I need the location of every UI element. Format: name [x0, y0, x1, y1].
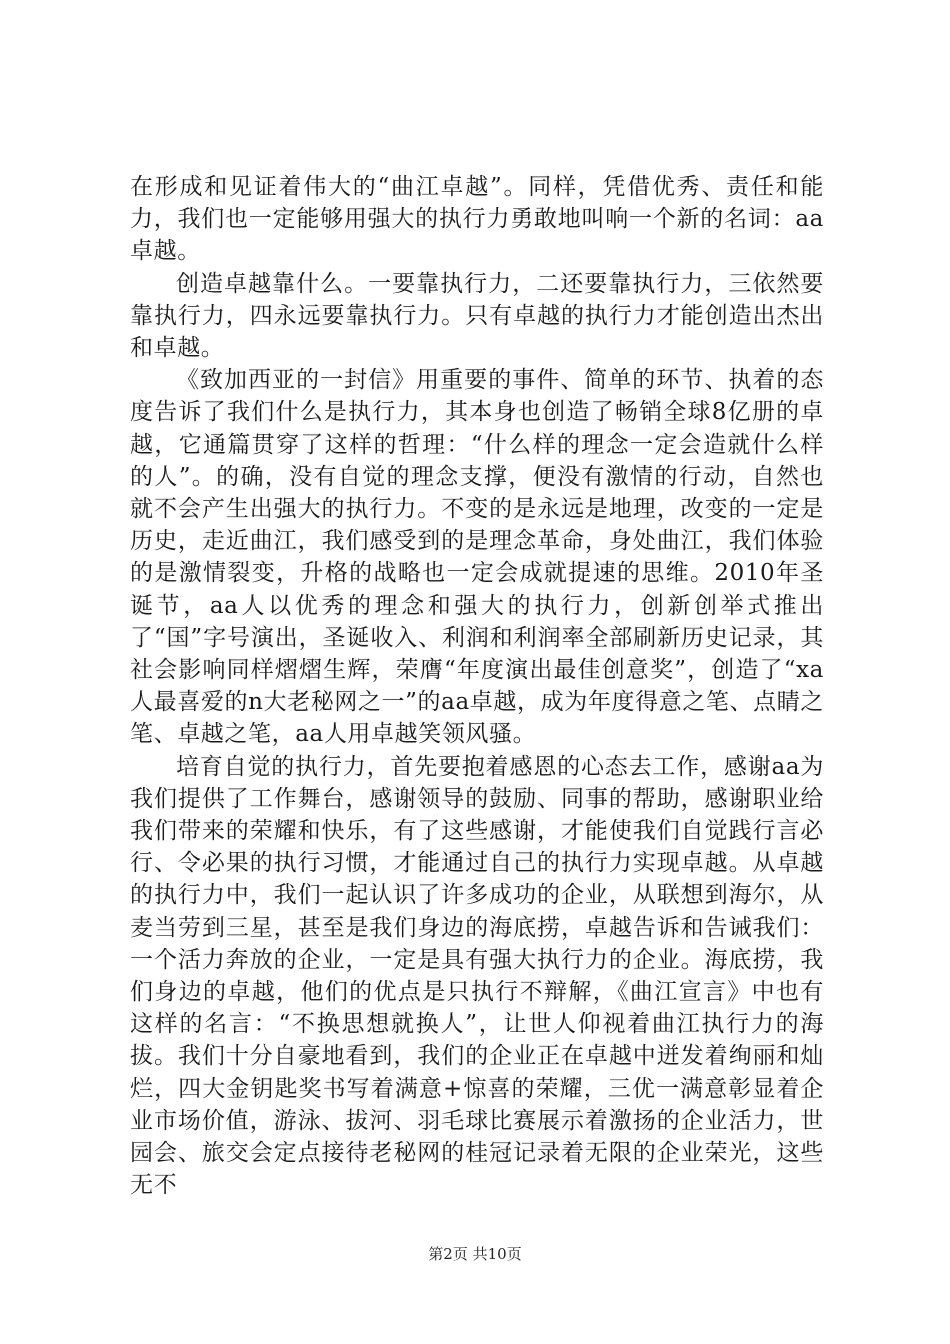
- page-number-footer: 第2页 共10页: [428, 1245, 522, 1263]
- paragraph-2: 创造卓越靠什么。一要靠执行力，二还要靠执行力，三依然要靠执行力，四永远要靠执行力。只有卓越的执行力才能创造出杰出和卓越。: [130, 270, 824, 362]
- paragraph-1: 在形成和见证着伟大的“曲江卓越”。同样，凭借优秀、责任和能力，我们也一定能够用强大的执行力勇敢地叫响一个新的名词：aa卓越。: [130, 174, 824, 265]
- paragraph-3: 《致加西亚的一封信》用重要的事件、简单的环节、执着的态度告诉了我们什么是执行力，其本身也创造了畅销全球8亿册的卓越，它通篇贯穿了这样的哲理：“什么样的理念一定会造就什么样的人”。的确，没有自觉的理念支撑，便没有激情的行动，自然也就不会产生出强大的执行力。不变的是永远是地理，改变的一定是历史，走近曲江，我们感受到的是理念革命，身处曲江，我们体验的是激情裂变，升格的战略也一定会成就提速的思维。2010年圣诞节，aa人以优秀的理念和强大的执行力，创新创举式推出了“国”字号演出，圣诞收入、利润和利润率全部刷新历史记录，其社会影响同样熠熠生辉，荣膺“年度演出最佳创意奖”，创造了“xa人最喜爱的n大老秘网之一”的aa卓越，成为年度得意之笔、点睛之笔、卓越之笔，aa人用卓越笑领风骚。: [130, 367, 824, 748]
- document-body: [130, 171, 824, 1202]
- paragraph-4: 培育自觉的执行力，首先要抱着感恩的心态去工作，感谢aa为我们提供了工作舞台，感谢领导的鼓励、同事的帮助，感谢职业给我们带来的荣耀和快乐，有了这些感谢，才能使我们自觉践行言必行、令必果的执行习惯，才能通过自己的执行力实现卓越。从卓越的执行力中，我们一起认识了许多成功的企业，从联想到海尔，从麦当劳到三星，甚至是我们身边的海底捞，卓越告诉和告诫我们：一个活力奔放的企业，一定是具有强大执行力的企业。海底捞，我们身边的卓越，他们的优点是只执行不辩解，《曲江宣言》中也有这样的名言：“不换思想就换人”，让世人仰视着曲江执行力的海拔。我们十分自豪地看到，我们的企业正在卓越中迸发着绚丽和灿烂，四大金钥匙奖书写着满意+惊喜的荣耀，三优一满意彰显着企业市场价值，游泳、拔河、羽毛球比赛展示着激扬的企业活力，世园会、旅交会定点接待老秘网的桂冠记录着无限的企业荣光，这些无不: [130, 753, 824, 1199]
